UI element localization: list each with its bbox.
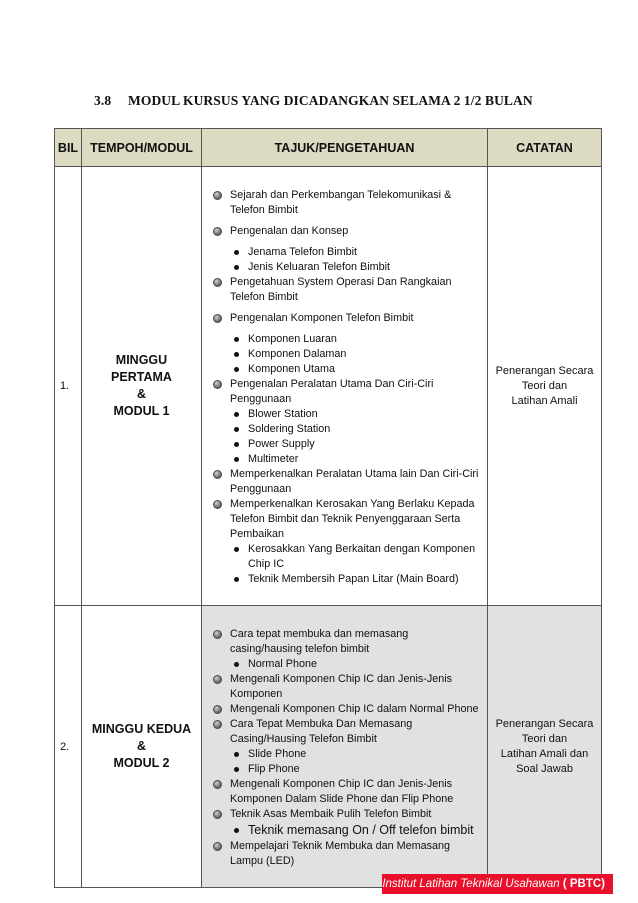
header-catatan: CATATAN: [488, 129, 602, 167]
ball-bullet-icon: [213, 720, 222, 729]
dot-bullet-icon: [234, 457, 239, 462]
ball-bullet-icon: [213, 191, 222, 200]
topic-item: Pengetahuan System Operasi Dan Rangkaian Telefon Bimbit: [210, 275, 479, 305]
subtopic-item: Soldering Station: [210, 422, 479, 437]
subtopic-item: Multimeter: [210, 452, 479, 467]
row-topics: [202, 606, 488, 888]
topic-item: Cara tepat membuka dan memasang casing/hausing telefon bimbit: [210, 627, 479, 657]
catatan-line: Penerangan Secara: [495, 717, 594, 730]
footer-institute: Institut Latihan Teknikal Usahawan: [382, 878, 560, 890]
topic-item: Mengenali Komponen Chip IC dan Jenis-Jenis Komponen Dalam Slide Phone dan Flip Phone: [210, 777, 479, 807]
row-tempoh: [82, 167, 202, 606]
catatan-line: Latihan Amali: [511, 394, 578, 407]
subtopic-item: Normal Phone: [210, 657, 479, 672]
subtopic-item: Slide Phone: [210, 747, 479, 762]
row-tempoh: [82, 606, 202, 888]
dot-bullet-icon: [234, 427, 239, 432]
row-number: 1.: [55, 167, 82, 606]
subtopic-item: Teknik memasang On / Off telefon bimbit: [210, 822, 479, 839]
subtopic-item: Komponen Luaran: [210, 332, 479, 347]
subtopic-item: Komponen Utama: [210, 362, 479, 377]
section-number: 3.8: [94, 93, 112, 108]
dot-bullet-icon: [234, 337, 239, 342]
subtopic-item: Power Supply: [210, 437, 479, 452]
section-heading: [94, 93, 533, 109]
module-table: [54, 128, 602, 888]
topic-item: Memperkenalkan Kerosakan Yang Berlaku Kepada Telefon Bimbit dan Teknik Penyenggaraan Serta Pembaikan: [210, 497, 479, 542]
subtopic-item: Komponen Dalaman: [210, 347, 479, 362]
header-tajuk: TAJUK/PENGETAHUAN: [202, 129, 488, 167]
dot-bullet-icon: [234, 577, 239, 582]
tempoh-line: MODUL 2: [113, 756, 170, 770]
row-catatan: [488, 167, 602, 606]
topic-item: Sejarah dan Perkembangan Telekomunikasi & Telefon Bimbit: [210, 188, 479, 218]
catatan-line: Soal Jawab: [516, 762, 573, 775]
dot-bullet-icon: [234, 828, 239, 833]
topic-item: Pengenalan dan Konsep: [210, 224, 479, 239]
topic-item: Teknik Asas Membaik Pulih Telefon Bimbit: [210, 807, 479, 822]
topic-item: Mengenali Komponen Chip IC dan Jenis-Jenis Komponen: [210, 672, 479, 702]
tempoh-line: &: [136, 387, 147, 401]
catatan-line: Latihan Amali dan: [500, 747, 589, 760]
dot-bullet-icon: [234, 442, 239, 447]
dot-bullet-icon: [234, 367, 239, 372]
dot-bullet-icon: [234, 547, 239, 552]
tempoh-line: PERTAMA: [111, 370, 172, 384]
table-row: [55, 167, 602, 606]
footer-banner: [382, 874, 613, 894]
ball-bullet-icon: [213, 470, 222, 479]
row-number: 2.: [55, 606, 82, 888]
table-row: [55, 606, 602, 888]
subtopic-item: Jenama Telefon Bimbit: [210, 245, 479, 260]
tempoh-line: MINGGU KEDUA: [91, 722, 192, 736]
topic-item: Mempelajari Teknik Membuka dan Memasang Lampu (LED): [210, 839, 479, 869]
ball-bullet-icon: [213, 780, 222, 789]
header-bil: BIL: [55, 129, 82, 167]
dot-bullet-icon: [234, 662, 239, 667]
subtopic-item: Jenis Keluaran Telefon Bimbit: [210, 260, 479, 275]
subtopic-item: Teknik Membersih Papan Litar (Main Board): [210, 572, 479, 587]
subtopic-item: Flip Phone: [210, 762, 479, 777]
topic-item: Pengenalan Peralatan Utama Dan Ciri-Ciri Penggunaan: [210, 377, 479, 407]
topic-item: Pengenalan Komponen Telefon Bimbit: [210, 311, 479, 326]
ball-bullet-icon: [213, 227, 222, 236]
dot-bullet-icon: [234, 412, 239, 417]
catatan-line: Teori dan: [521, 732, 568, 745]
topic-item: Memperkenalkan Peralatan Utama lain Dan Ciri-Ciri Penggunaan: [210, 467, 479, 497]
ball-bullet-icon: [213, 705, 222, 714]
dot-bullet-icon: [234, 352, 239, 357]
ball-bullet-icon: [213, 630, 222, 639]
ball-bullet-icon: [213, 500, 222, 509]
tempoh-line: MODUL 1: [113, 404, 170, 418]
ball-bullet-icon: [213, 278, 222, 287]
table-header-row: [55, 129, 602, 167]
tempoh-line: MINGGU: [115, 353, 168, 367]
subtopic-item: Blower Station: [210, 407, 479, 422]
tempoh-line: &: [136, 739, 147, 753]
topic-item: Cara Tepat Membuka Dan Memasang Casing/Hausing Telefon Bimbit: [210, 717, 479, 747]
dot-bullet-icon: [234, 250, 239, 255]
subtopic-item: Kerosakkan Yang Berkaitan dengan Komponen Chip IC: [210, 542, 479, 572]
row-topics: [202, 167, 488, 606]
row-catatan: [488, 606, 602, 888]
catatan-line: Penerangan Secara: [495, 364, 594, 377]
dot-bullet-icon: [234, 767, 239, 772]
dot-bullet-icon: [234, 265, 239, 270]
ball-bullet-icon: [213, 842, 222, 851]
ball-bullet-icon: [213, 810, 222, 819]
ball-bullet-icon: [213, 380, 222, 389]
header-tempoh: TEMPOH/MODUL: [82, 129, 202, 167]
ball-bullet-icon: [213, 314, 222, 323]
dot-bullet-icon: [234, 752, 239, 757]
section-title: MODUL KURSUS YANG DICADANGKAN SELAMA 2 1/2 BULAN: [128, 93, 533, 108]
catatan-line: Teori dan: [521, 379, 568, 392]
footer-code: ( PBTC): [562, 878, 605, 890]
topic-item: Mengenali Komponen Chip IC dalam Normal Phone: [210, 702, 479, 717]
ball-bullet-icon: [213, 675, 222, 684]
